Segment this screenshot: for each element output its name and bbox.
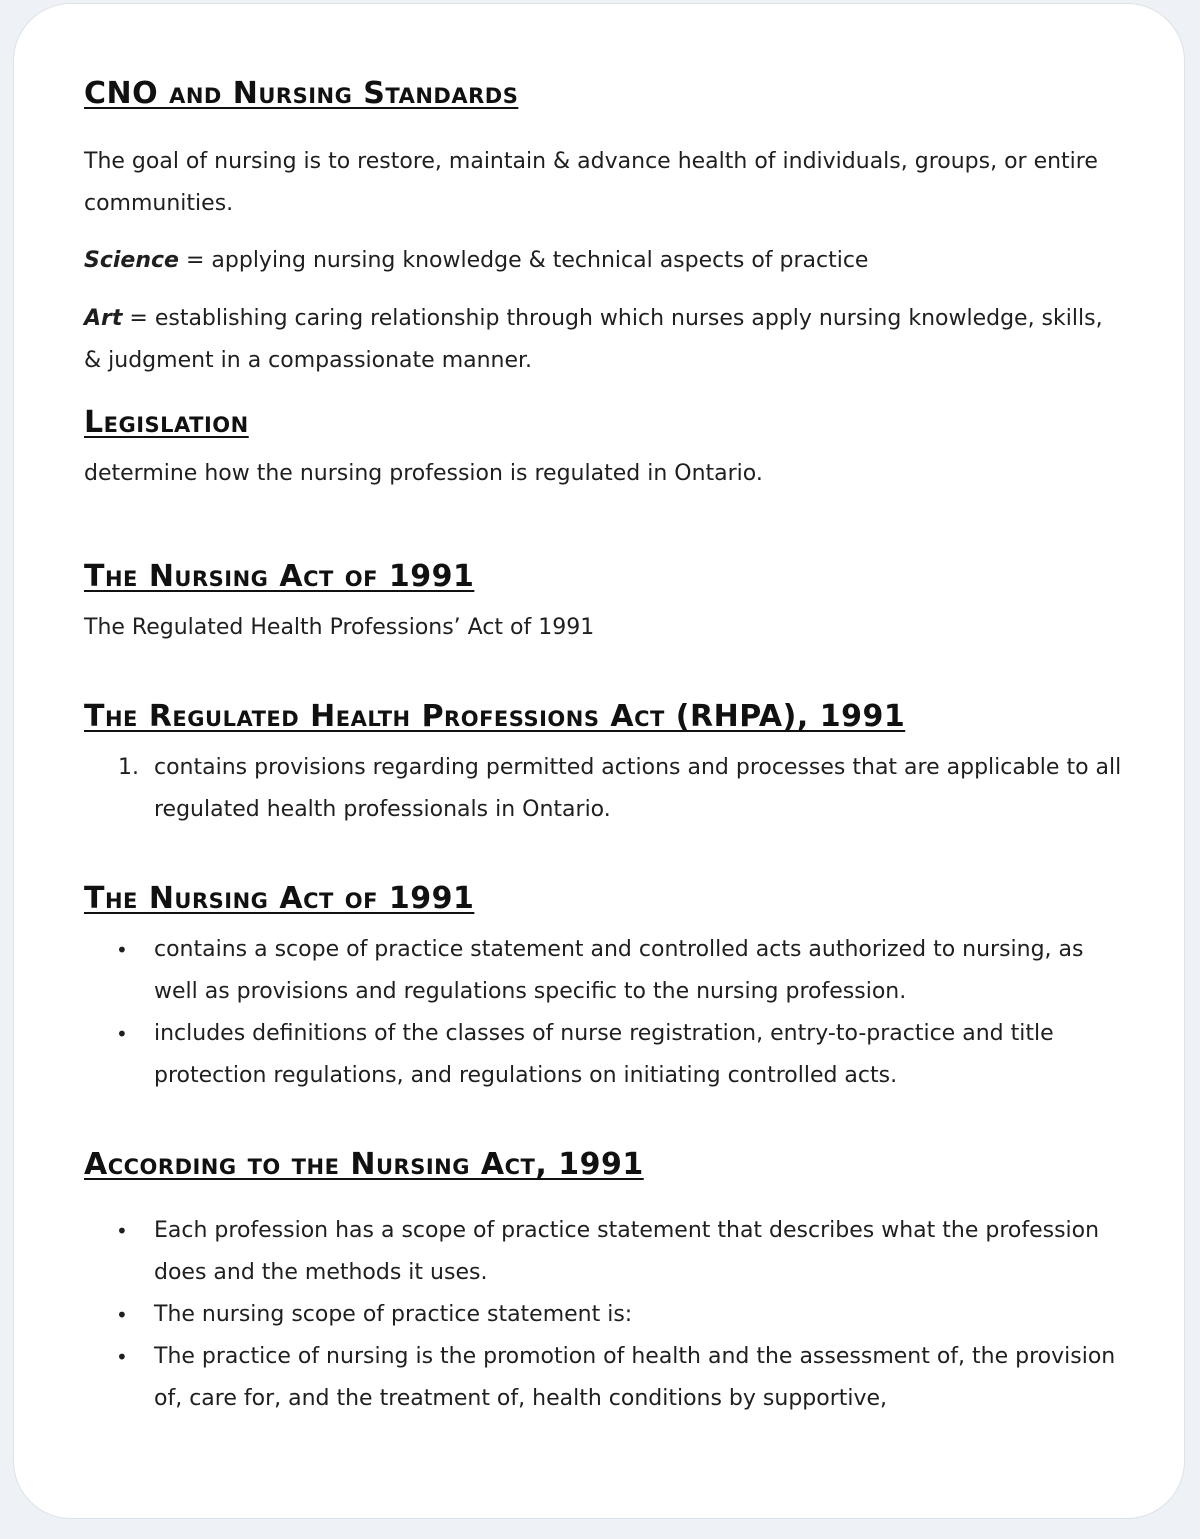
heading-cno-nursing-standards: CNO and Nursing Standards — [84, 76, 519, 111]
nursing-act-list — [84, 929, 1124, 1097]
list-item: • The practice of nursing is the promotion of health and the assessment of, the provision of, care for, and the treatment of, health conditions by supportive, — [84, 1336, 1124, 1420]
bullet: • — [116, 1345, 128, 1369]
bullet: • — [116, 1022, 128, 1046]
list-item: • contains a scope of practice statement and controlled acts authorized to nursing, as well as provisions and regulations specific to the nursing profession. — [84, 929, 1124, 1013]
paragraph-legislation: determine how the nursing profession is regulated in Ontario. — [84, 461, 763, 486]
heading-rhpa: The Regulated Health Professions Act (RHPA), 1991 — [84, 699, 906, 734]
heading-according-to-nursing-act: According to the Nursing Act, 1991 — [84, 1147, 644, 1182]
paragraph-rhpa-reference: The Regulated Health Professions’ Act of 1991 — [84, 615, 595, 640]
document-page — [13, 3, 1185, 1519]
rhpa-list — [84, 747, 1124, 831]
paragraph-science — [84, 240, 1104, 282]
heading-legislation: Legislation — [84, 405, 249, 440]
art-definition: = establishing caring relationship through which nurses apply nursing knowledge, skills, & judgment in a compassionate manner. — [84, 306, 1103, 373]
bullet: • — [116, 938, 128, 962]
list-number: 1. — [118, 755, 139, 780]
paragraph-art — [84, 298, 1104, 382]
heading-nursing-act-2: The Nursing Act of 1991 — [84, 881, 475, 916]
bullet: • — [116, 1219, 128, 1243]
term-art: Art — [84, 306, 123, 331]
heading-nursing-act-1: The Nursing Act of 1991 — [84, 559, 475, 594]
list-item: 1. contains provisions regarding permitted actions and processes that are applicable to all regulated health professionals in Ontario. — [84, 747, 1124, 831]
science-definition: = applying nursing knowledge & technical aspects of practice — [178, 248, 869, 273]
list-item: • includes definitions of the classes of nurse registration, entry-to-practice and title protection regulations, and regulations on initiating controlled acts. — [84, 1013, 1124, 1097]
paragraph-goal: The goal of nursing is to restore, maintain & advance health of individuals, groups, or entire communities. — [84, 149, 1098, 216]
list-item: • Each profession has a scope of practice statement that describes what the profession does and the methods it uses. — [84, 1210, 1124, 1294]
list-item: • The nursing scope of practice statement is: — [84, 1294, 1124, 1336]
bullet: • — [116, 1303, 128, 1327]
term-science: Science — [84, 248, 179, 273]
according-list — [84, 1210, 1124, 1420]
